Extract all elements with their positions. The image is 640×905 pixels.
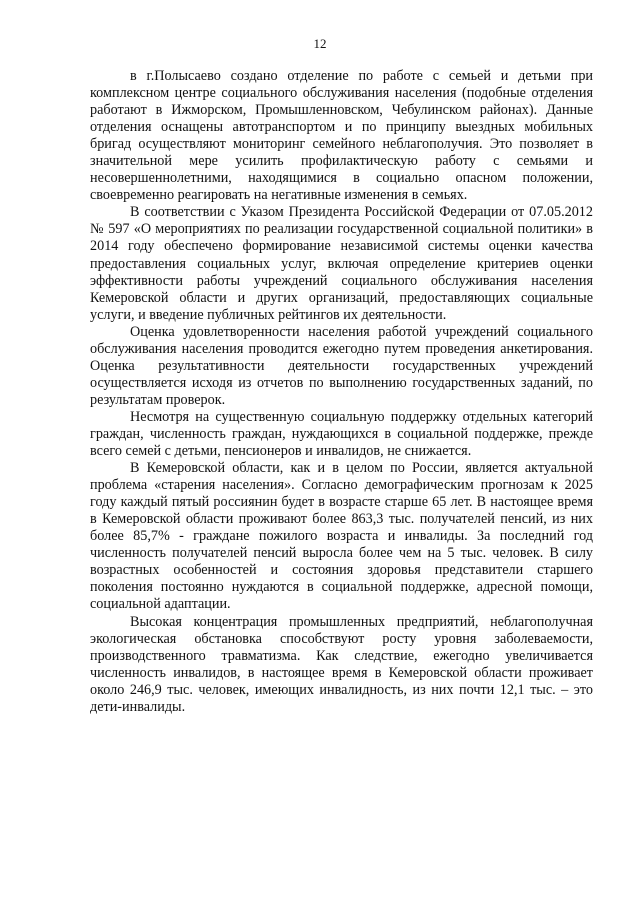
page-number: 12 [313, 36, 327, 51]
paragraph-disability-growth: Высокая концентрация промышленных предприятий, неблагополучная экологическая обстановка способствуют росту уровня заболеваемости, производственного травматизма. Как следствие, ежегодно увеличивается численность инвалидов, в настоящее время в Кемеровской области проживает около 246,9 тыс. человек, имеющих инвалидность, из них почти 12,1 тыс. – это дети-инвалиды. [90, 613, 593, 715]
paragraph-satisfaction-survey: Оценка удовлетворенности населения работой учреждений социального обслуживания населения проводится ежегодно путем проведения анкетирования. Оценка результативности деятельности государственных учреждений осуществляется исходя из отчетов по выполнению государственных заданий, по результатам проверок. [90, 323, 593, 408]
document-body [90, 68, 593, 716]
paragraph-quality-assessment: В соответствии с Указом Президента Российской Федерации от 07.05.2012 № 597 «О мероприятиях по реализации государственной социальной политики» в 2014 году обеспечено формирование независимой системы оценки качества предоставления социальных услуг, включая определение критериев оценки эффективности работы учреждений социального обслуживания населения Кемеровской области и других организаций, предоставляющих социальные услуги, и введение публичных рейтингов их деятельности. [90, 204, 593, 323]
paragraph-family-department: в г.Полысаево создано отделение по работе с семьей и детьми при комплексном центре социального обслуживания населения (подобные отделения работают в Ижморском, Промышленновском, Чебулинском районах). Данные отделения оснащены автотранспортом и по принципу выездных мобильных бригад осуществляют мониторинг семейного неблагополучия. Это позволяет в значительной мере усилить профилактическую работу с семьями и несовершеннолетними, находящимися в социально опасном положении, своевременно реагировать на негативные изменения в семьях. [90, 68, 593, 204]
paragraph-population-aging: В Кемеровской области, как и в целом по России, является актуальной проблема «старения населения». Согласно демографическим прогнозам к 2025 году каждый пятый россиянин будет в возрасте старше 65 лет. В настоящее время в Кемеровской области проживают более 863,3 тыс. получателей пенсий, из них более 85,7% - граждане пожилого возраста и инвалиды. За последний год численность получателей пенсий выросла более чем на 5 тыс. человек. В силу возрастных особенностей и состояния здоровья представители старшего поколения постоянно нуждаются в социальной поддержке, адресной помощи, социальной адаптации. [90, 460, 593, 613]
paragraph-social-support: Несмотря на существенную социальную поддержку отдельных категорий граждан, численность граждан, нуждающихся в социальной поддержке, прежде всего семей с детьми, пенсионеров и инвалидов, не снижается. [90, 408, 593, 460]
